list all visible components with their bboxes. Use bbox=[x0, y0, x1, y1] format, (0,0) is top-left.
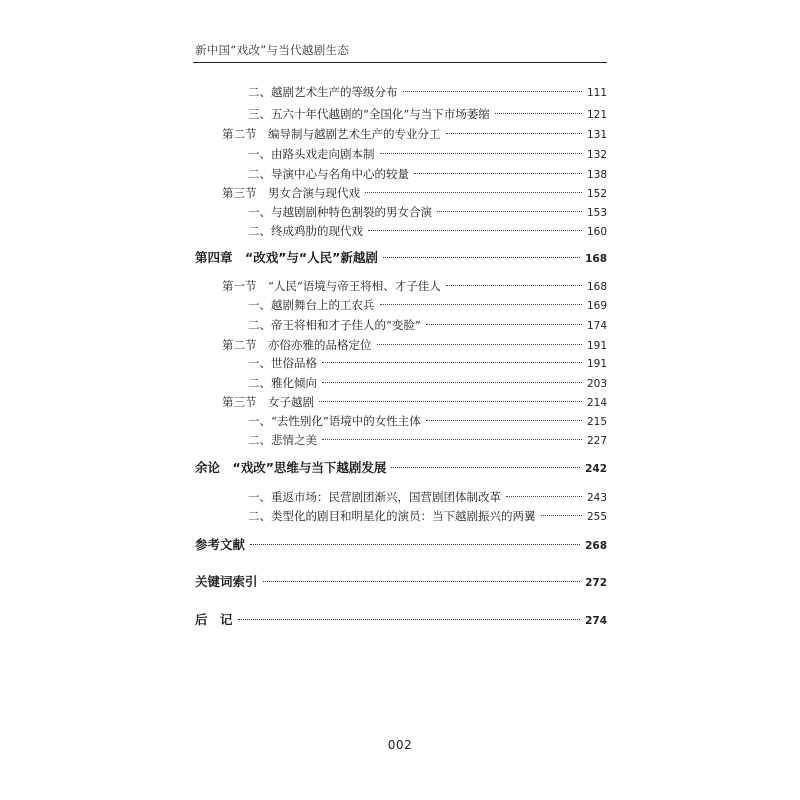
toc-entry[interactable] bbox=[248, 508, 607, 525]
dot-leader bbox=[414, 173, 582, 174]
toc-entry-label: 一、与越剧剧种特色割裂的男女合演 bbox=[248, 205, 432, 219]
dot-leader bbox=[238, 619, 581, 620]
toc-section-label: 第二节 亦俗亦雅的品格定位 bbox=[222, 338, 372, 352]
toc-chapter-label: 后 记 bbox=[195, 612, 233, 627]
toc-chapter-page: 272 bbox=[585, 577, 607, 589]
dot-leader bbox=[426, 420, 582, 421]
toc-entry-page: 243 bbox=[586, 492, 607, 504]
toc-entry-label: 一、重返市场：民营剧团渐兴，国营剧团体制改革 bbox=[248, 490, 501, 504]
dot-leader bbox=[322, 382, 582, 383]
toc-section-page: 168 bbox=[586, 281, 607, 293]
toc-chapter-page: 242 bbox=[585, 463, 607, 475]
page-number: 002 bbox=[387, 738, 413, 752]
toc-chapter-label: 参考文献 bbox=[195, 537, 246, 552]
toc-entry-page: 227 bbox=[586, 435, 607, 447]
dot-leader bbox=[391, 467, 580, 468]
dot-leader bbox=[446, 285, 582, 286]
toc-section-page: 191 bbox=[586, 340, 607, 352]
toc-chapter[interactable] bbox=[195, 612, 607, 629]
toc-entry[interactable] bbox=[248, 375, 607, 392]
dot-leader bbox=[250, 544, 580, 545]
dot-leader bbox=[403, 91, 582, 92]
toc-entry-label: 二、悲情之美 bbox=[248, 433, 317, 447]
toc-entry-page: 132 bbox=[586, 149, 607, 161]
toc-entry-page: 215 bbox=[586, 416, 607, 428]
dot-leader bbox=[437, 211, 582, 212]
toc-chapter[interactable] bbox=[195, 537, 607, 554]
toc-chapter[interactable] bbox=[195, 250, 607, 267]
toc-entry-page: 138 bbox=[586, 169, 607, 181]
toc-entry[interactable] bbox=[248, 106, 607, 123]
toc-section[interactable] bbox=[222, 394, 607, 411]
dot-leader bbox=[322, 362, 582, 363]
toc-entry-label: 一、“去性别化”语境中的女性主体 bbox=[248, 414, 421, 428]
header-rule bbox=[193, 62, 607, 63]
toc-section-page: 131 bbox=[586, 129, 607, 141]
toc-section[interactable] bbox=[222, 278, 607, 295]
dot-leader bbox=[541, 515, 582, 516]
toc-chapter-page: 274 bbox=[585, 615, 607, 627]
toc-chapter-page: 268 bbox=[585, 540, 607, 552]
toc-entry-label: 二、雅化倾向 bbox=[248, 376, 317, 390]
toc-entry-page: 255 bbox=[586, 511, 607, 523]
dot-leader bbox=[380, 304, 582, 305]
toc-entry[interactable] bbox=[248, 489, 607, 506]
toc-entry-page: 203 bbox=[586, 378, 607, 390]
toc-entry[interactable] bbox=[248, 146, 607, 163]
dot-leader bbox=[383, 257, 580, 258]
dot-leader bbox=[426, 324, 582, 325]
toc-entry-label: 一、越剧舞台上的工农兵 bbox=[248, 298, 375, 312]
toc-entry[interactable] bbox=[248, 317, 607, 334]
dot-leader bbox=[495, 113, 582, 114]
toc-entry-page: 160 bbox=[586, 226, 607, 238]
toc-entry[interactable] bbox=[248, 84, 607, 101]
toc-section[interactable] bbox=[222, 126, 607, 143]
toc-section-page: 214 bbox=[586, 397, 607, 409]
toc-entry-page: 169 bbox=[586, 300, 607, 312]
toc-chapter-label: 关键词索引 bbox=[195, 574, 258, 589]
toc-entry-page: 174 bbox=[586, 320, 607, 332]
dot-leader bbox=[368, 230, 582, 231]
toc-entry[interactable] bbox=[248, 297, 607, 314]
toc-section-label: 第二节 编导制与越剧艺术生产的专业分工 bbox=[222, 127, 441, 141]
dot-leader bbox=[365, 192, 582, 193]
toc-section-page: 152 bbox=[586, 188, 607, 200]
running-header: 新中国“戏改”与当代越剧生态 bbox=[195, 43, 350, 57]
toc-entry-page: 153 bbox=[586, 207, 607, 219]
dot-leader bbox=[377, 344, 582, 345]
toc-entry-page: 111 bbox=[586, 87, 607, 99]
toc-section-label: 第三节 男女合演与现代戏 bbox=[222, 186, 360, 200]
toc-chapter-label: 第四章 “改戏”与“人民”新越剧 bbox=[195, 250, 378, 265]
toc-entry-label: 一、世俗品格 bbox=[248, 356, 317, 370]
toc-entry-label: 一、由路头戏走向剧本制 bbox=[248, 147, 375, 161]
toc-section-label: 第三节 女子越剧 bbox=[222, 395, 314, 409]
dot-leader bbox=[322, 439, 582, 440]
toc-entry-label: 二、类型化的剧目和明星化的演员：当下越剧振兴的两翼 bbox=[248, 509, 536, 523]
toc-entry[interactable] bbox=[248, 432, 607, 449]
toc-chapter[interactable] bbox=[195, 574, 607, 591]
toc-entry[interactable] bbox=[248, 413, 607, 430]
toc-section[interactable] bbox=[222, 185, 607, 202]
toc-entry-page: 191 bbox=[586, 358, 607, 370]
toc-entry-label: 二、越剧艺术生产的等级分布 bbox=[248, 85, 398, 99]
toc-entry[interactable] bbox=[248, 223, 607, 240]
dot-leader bbox=[380, 153, 582, 154]
toc-entry-label: 二、导演中心与名角中心的较量 bbox=[248, 167, 409, 181]
toc-chapter-page: 168 bbox=[585, 253, 607, 265]
toc-entry-label: 二、终成鸡肋的现代戏 bbox=[248, 224, 363, 238]
toc-chapter[interactable] bbox=[195, 460, 607, 477]
dot-leader bbox=[446, 133, 582, 134]
toc-entry-page: 121 bbox=[586, 109, 607, 121]
toc-section-label: 第一节 “人民”语境与帝王将相、才子佳人 bbox=[222, 279, 441, 293]
toc-entry-label: 二、帝王将相和才子佳人的“变脸” bbox=[248, 318, 421, 332]
toc-entry[interactable] bbox=[248, 204, 607, 221]
dot-leader bbox=[319, 401, 582, 402]
dot-leader bbox=[506, 496, 582, 497]
dot-leader bbox=[263, 581, 581, 582]
toc-section[interactable] bbox=[222, 337, 607, 354]
toc-entry-label: 三、五六十年代越剧的“全国化”与当下市场萎缩 bbox=[248, 107, 490, 121]
toc-entry[interactable] bbox=[248, 355, 607, 372]
toc-chapter-label: 余论 “戏改”思维与当下越剧发展 bbox=[195, 460, 387, 475]
toc-entry[interactable] bbox=[248, 166, 607, 183]
